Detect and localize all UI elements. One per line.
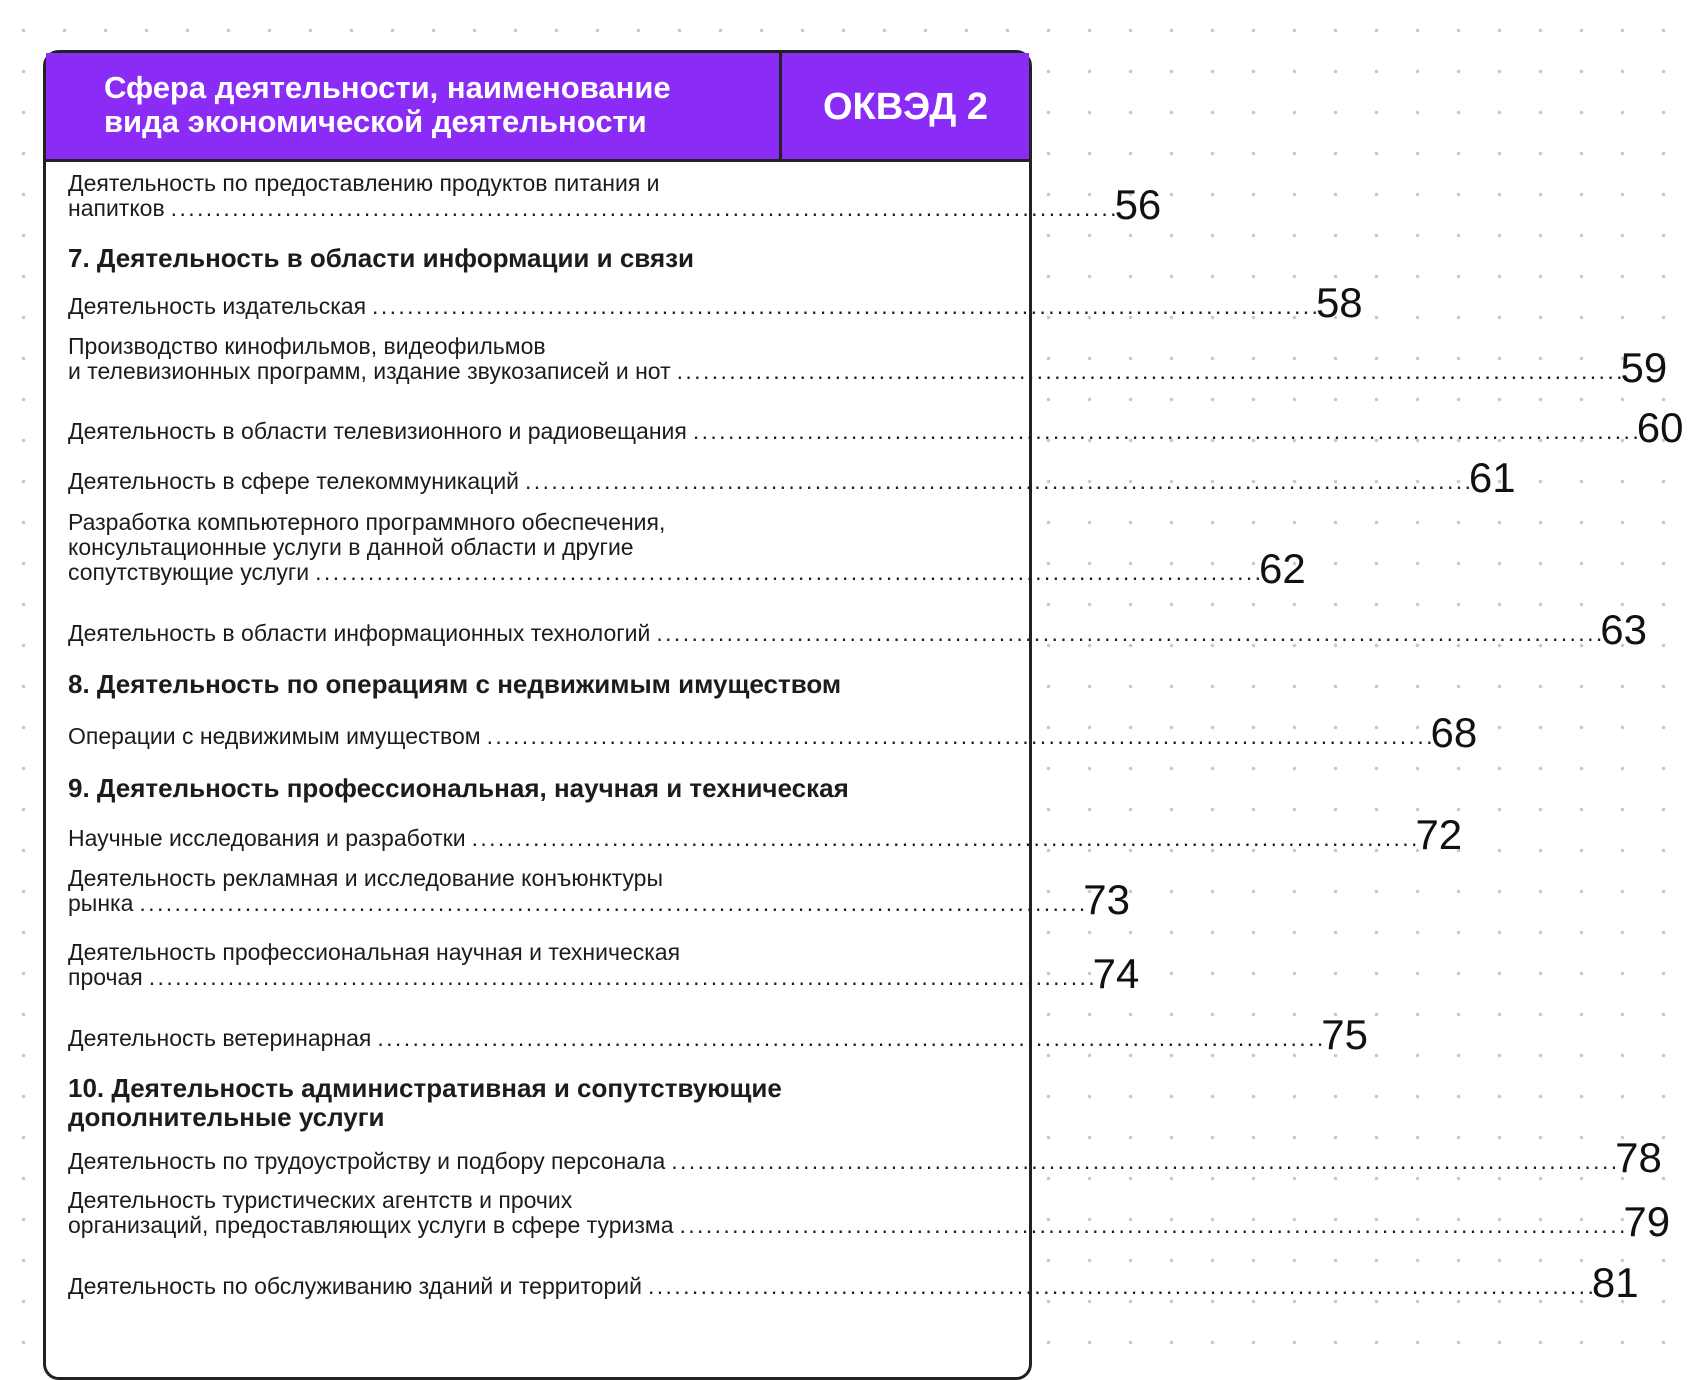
toc-page-number: 72: [1415, 811, 1463, 858]
toc-entry-text: Деятельность рекламная и исследование конъюнктуры: [68, 865, 664, 891]
toc-entry-text: прочая: [68, 964, 143, 990]
toc-entry-text: Научные исследования и разработки: [68, 825, 466, 851]
toc-page-number: 58: [1315, 279, 1363, 326]
dot-leader: [656, 621, 1600, 646]
dot-leader: [315, 560, 1259, 585]
toc-entry-text: консультационные услуги в данной области и другие: [68, 534, 634, 560]
dot-leader: [139, 891, 1083, 916]
toc-entry[interactable]: [68, 279, 1363, 326]
dot-leader: [149, 965, 1093, 990]
toc-entry-text: Деятельность по обслуживанию зданий и территорий: [68, 1273, 642, 1299]
toc-page-number: 56: [1114, 181, 1162, 228]
header-activity-line2: вида экономической деятельности: [104, 104, 647, 139]
dot-leader: [671, 1149, 1615, 1174]
dot-leader: [648, 1274, 1592, 1299]
dot-leader: [693, 419, 1637, 444]
toc-entry-text: и телевизионных программ, издание звукозаписей и нот: [68, 358, 671, 384]
toc-card: [43, 50, 1684, 1380]
dot-leader: [171, 196, 1115, 221]
toc-entry-text: организаций, предоставляющих услуги в сфере туризма: [68, 1212, 674, 1238]
toc-page-number: 79: [1623, 1198, 1671, 1245]
toc-entry[interactable]: [68, 939, 1140, 997]
toc-entry[interactable]: [68, 1187, 1671, 1245]
dot-leader: [525, 469, 1469, 494]
dot-leader: [680, 1213, 1624, 1238]
toc-entry-text: Разработка компьютерного программного обеспечения,: [68, 509, 666, 535]
toc-entry-text: Деятельность в сфере телекоммуникаций: [68, 468, 520, 494]
toc-page-number: 59: [1620, 344, 1668, 391]
toc-entry-text: рынка: [68, 890, 134, 916]
toc-page-number: 78: [1615, 1134, 1662, 1181]
toc-page-number: 68: [1430, 709, 1478, 756]
header-activity-line1: Сфера деятельности, наименование: [104, 70, 671, 105]
toc-entry-text: сопутствующие услуги: [68, 559, 310, 585]
section-heading: 7. Деятельность в области информации и связи: [68, 243, 695, 273]
toc-page-number: 62: [1259, 545, 1306, 592]
toc-page-number: 74: [1092, 950, 1140, 997]
section-heading: 10. Деятельность административная и сопутствующие дополнительные услуги: [68, 1073, 782, 1132]
toc-entry[interactable]: [68, 454, 1516, 501]
toc-entry-text: Деятельность в области информационных технологий: [68, 620, 651, 646]
toc-page-number: 60: [1636, 404, 1684, 451]
table-header: [46, 53, 1029, 162]
toc-entry-text: напитков: [68, 195, 165, 221]
toc-entry[interactable]: [68, 811, 1463, 858]
toc-entry[interactable]: [68, 170, 1162, 228]
toc-entry[interactable]: [68, 709, 1478, 756]
toc-entry[interactable]: [68, 1134, 1662, 1181]
dot-leader: [487, 724, 1431, 749]
toc-page-number: 75: [1321, 1011, 1368, 1058]
toc-entry[interactable]: [68, 333, 1668, 391]
toc-entry[interactable]: [68, 1259, 1639, 1306]
dot-leader: [472, 826, 1416, 851]
dot-leader: [677, 359, 1621, 384]
section-heading: 9. Деятельность профессиональная, научная и техническая: [68, 773, 849, 803]
toc-entry[interactable]: [68, 404, 1684, 451]
toc-page-number: 61: [1468, 454, 1516, 501]
dot-leader: [377, 1026, 1321, 1051]
toc-entry-text: Деятельность издательская: [68, 293, 367, 319]
toc-entry-text: Деятельность по предоставлению продуктов питания и: [68, 170, 660, 196]
section-heading: 8. Деятельность по операциям с недвижимым имуществом: [68, 669, 842, 699]
toc-entry-text: Деятельность профессиональная научная и техническая: [68, 939, 681, 965]
toc-page-number: 81: [1591, 1259, 1639, 1306]
toc-page-number: 73: [1083, 876, 1130, 923]
dot-leader: [372, 294, 1316, 319]
header-activity-column: [46, 53, 782, 159]
toc-entry[interactable]: [68, 606, 1647, 653]
toc-entry-text: Производство кинофильмов, видеофильмов: [68, 333, 546, 359]
toc-entry[interactable]: [68, 509, 1306, 592]
toc-entry-text: Деятельность в области телевизионного и радиовещания: [68, 418, 687, 444]
toc-entry-text: Деятельность ветеринарная: [68, 1025, 372, 1051]
toc-entry-text: Деятельность по трудоустройству и подбору персонала: [68, 1148, 666, 1174]
header-okved-column: ОКВЭД 2: [822, 85, 989, 128]
toc-entry[interactable]: [68, 1011, 1368, 1058]
toc-entry-text: Деятельность туристических агентств и прочих: [68, 1187, 573, 1213]
toc-entry-text: Операции с недвижимым имуществом: [68, 723, 481, 749]
toc-page-number: 63: [1600, 606, 1647, 653]
toc-entry[interactable]: [68, 865, 1130, 923]
